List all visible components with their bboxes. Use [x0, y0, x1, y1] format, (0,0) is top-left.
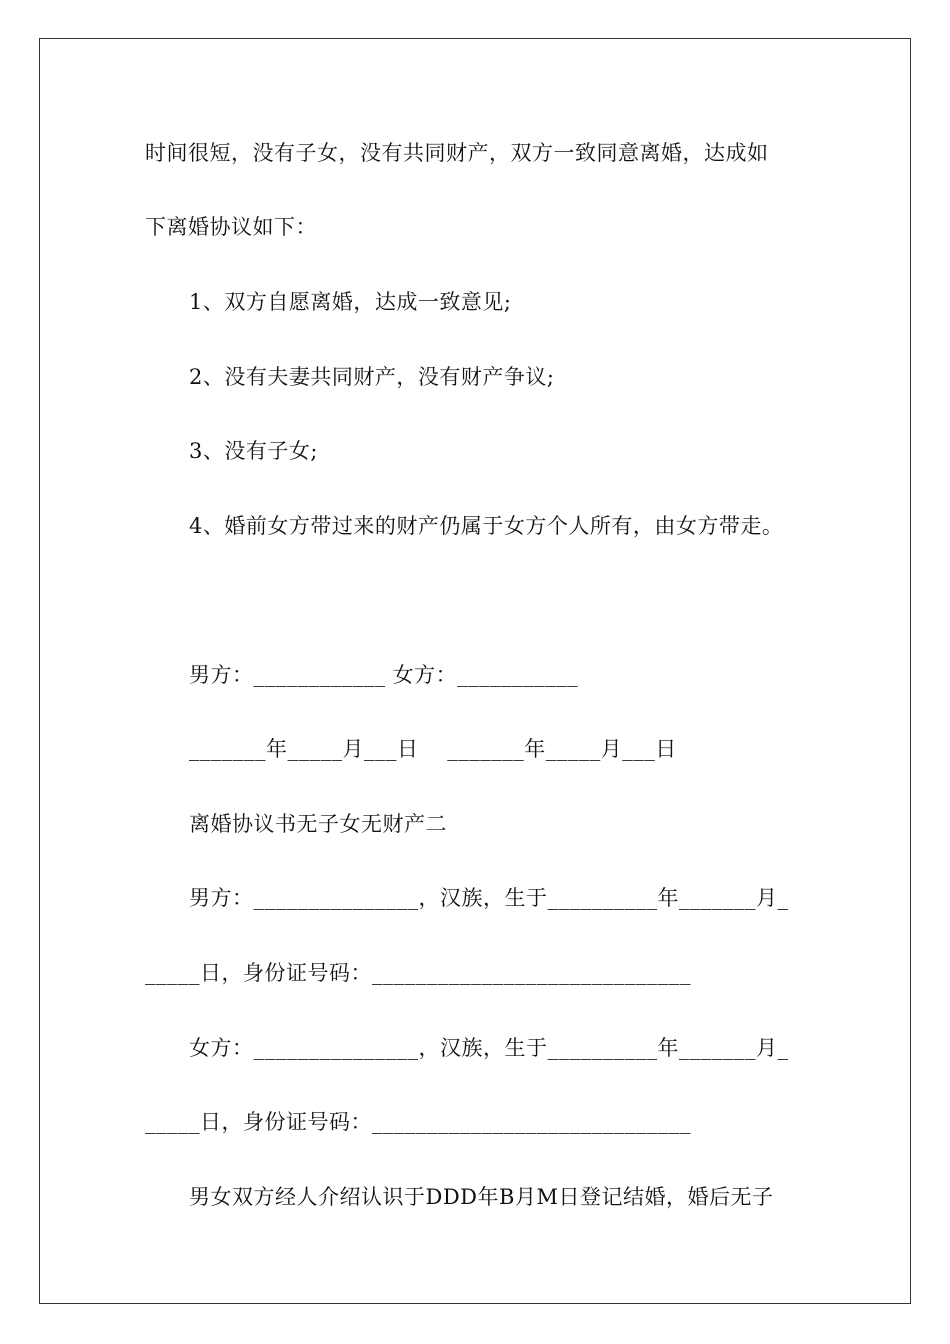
- agreement-item-1: 1、双方自愿离婚，达成一致意见;: [189, 290, 512, 314]
- signature-line: 男方：____________ 女方：___________: [189, 663, 579, 687]
- agreement-item-2: 2、没有夫妻共同财产，没有财产争议;: [189, 365, 555, 389]
- female-id-line: _____日，身份证号码：_____________________________: [145, 1110, 691, 1134]
- male-info-line: 男方：_______________，汉族，生于__________年_______月_: [189, 886, 789, 910]
- date-line: _______年_____月___日 _______年_____月___日: [189, 737, 677, 761]
- marriage-statement-line: 男女双方经人介绍认识于DDD年B月M日登记结婚，婚后无子: [189, 1185, 774, 1209]
- body-text-line-2: 下离婚协议如下：: [145, 215, 317, 239]
- male-id-line: _____日，身份证号码：_____________________________: [145, 961, 691, 985]
- section-title: 离婚协议书无子女无财产二: [189, 812, 447, 836]
- agreement-item-4: 4、婚前女方带过来的财产仍属于女方个人所有，由女方带走。: [189, 514, 784, 538]
- agreement-item-3: 3、没有子女;: [189, 439, 318, 463]
- female-info-line: 女方：_______________，汉族，生于__________年_______月_: [189, 1036, 789, 1060]
- body-text-line-1: 时间很短，没有子女，没有共同财产，双方一致同意离婚，达成如: [145, 141, 769, 165]
